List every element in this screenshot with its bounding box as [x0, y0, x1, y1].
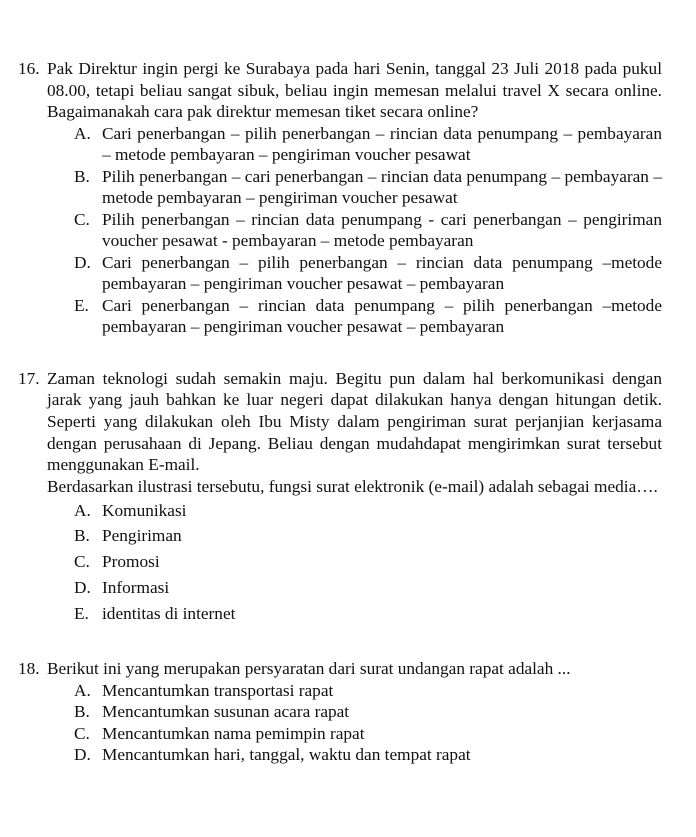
question-text: Zaman teknologi sudah semakin maju. Begitu pun dalam hal berkomunikasi dengan jarak yang jauh bahkan ke luar negeri dapat dilakukan hanya dengan hitungan detik. Seperti yang dilakukan oleh Ibu Misty dalam pengiriman surat perjanjian kerjasama dengan perusahaan di Jepang. Beliau dengan mudahdapat mengirimkan surat tersebut menggunakan E-mail.	[47, 368, 662, 475]
option-text: Mencantumkan hari, tanggal, waktu dan tempat rapat	[102, 745, 471, 765]
option-text: identitas di internet	[102, 603, 236, 623]
question-prompt: Berdasarkan ilustrasi tersebutu, fungsi surat elektronik (e-mail) adalah sebagai media….	[47, 477, 658, 497]
option-text: Mencantumkan susunan acara rapat	[102, 702, 350, 722]
option-letter: A.	[74, 123, 91, 143]
option-letter: D.	[74, 745, 91, 765]
question-text: Pak Direktur ingin pergi ke Surabaya pada hari Senin, tanggal 23 Juli 2018 pada pukul 08.00, tetapi beliau sangat sibuk, beliau ingin memesan melalui travel X secara online. Bagaimanakah cara pak direktur memesan tiket secara online?	[47, 59, 662, 121]
question-number: 17.	[18, 368, 40, 388]
option-text: Pilih penerbangan – cari penerbangan – rincian data penumpang – pembayaran – metode pembayaran – pengiriman voucher pesawat	[102, 166, 662, 207]
option-text: Mencantumkan transportasi rapat	[102, 680, 334, 700]
option-text: Cari penerbangan – pilih penerbangan – rincian data penumpang – pembayaran – metode pembayaran – pengiriman voucher pesawat	[102, 123, 662, 164]
question-number: 18.	[18, 659, 40, 679]
option-letter: B.	[74, 526, 90, 546]
option-text: Cari penerbangan – rincian data penumpang – pilih penerbangan –metode pembayaran – pengiriman voucher pesawat – pembayaran	[102, 295, 662, 336]
question-number: 16.	[18, 59, 40, 78]
option-text: Cari penerbangan – pilih penerbangan – rincian data penumpang –metode pembayaran – pengiriman voucher pesawat – pembayaran	[102, 252, 662, 293]
option-letter: C.	[74, 209, 90, 229]
option-letter: C.	[74, 723, 90, 743]
option-letter: D.	[74, 252, 91, 272]
option-a[interactable]	[47, 123, 662, 166]
option-text: Pilih penerbangan – rincian data penumpang - cari penerbangan – pengiriman voucher pesawat - pembayaran – metode pembayaran	[102, 209, 662, 250]
option-letter: D.	[74, 577, 91, 597]
question-text: Berikut ini yang merupakan persyaratan dari surat undangan rapat adalah ...	[47, 659, 571, 679]
option-d[interactable]	[47, 744, 662, 766]
option-b[interactable]	[47, 166, 662, 209]
option-e[interactable]	[47, 295, 662, 338]
option-text: Komunikasi	[102, 500, 187, 520]
option-text: Promosi	[102, 552, 160, 572]
option-e[interactable]	[47, 601, 662, 627]
question-17	[0, 368, 696, 627]
option-letter: C.	[74, 552, 90, 572]
option-letter: E.	[74, 295, 89, 315]
option-letter: B.	[74, 702, 90, 722]
option-a[interactable]	[47, 498, 662, 524]
option-letter: B.	[74, 166, 90, 186]
option-a[interactable]	[47, 680, 662, 702]
option-b[interactable]	[47, 701, 662, 723]
answer-options	[47, 498, 662, 627]
question-16	[0, 58, 696, 338]
answer-options	[47, 123, 662, 338]
option-text: Pengiriman	[102, 526, 182, 546]
option-b[interactable]	[47, 523, 662, 549]
answer-options	[47, 680, 662, 766]
option-c[interactable]	[47, 723, 662, 745]
option-letter: E.	[74, 603, 89, 623]
option-letter: A.	[74, 500, 91, 520]
option-d[interactable]	[47, 252, 662, 295]
option-c[interactable]	[47, 549, 662, 575]
document-page	[0, 58, 696, 792]
option-c[interactable]	[47, 209, 662, 252]
option-d[interactable]	[47, 575, 662, 601]
option-letter: A.	[74, 680, 91, 700]
option-text: Mencantumkan nama pemimpin rapat	[102, 723, 365, 743]
question-18	[0, 658, 696, 766]
option-text: Informasi	[102, 577, 170, 597]
